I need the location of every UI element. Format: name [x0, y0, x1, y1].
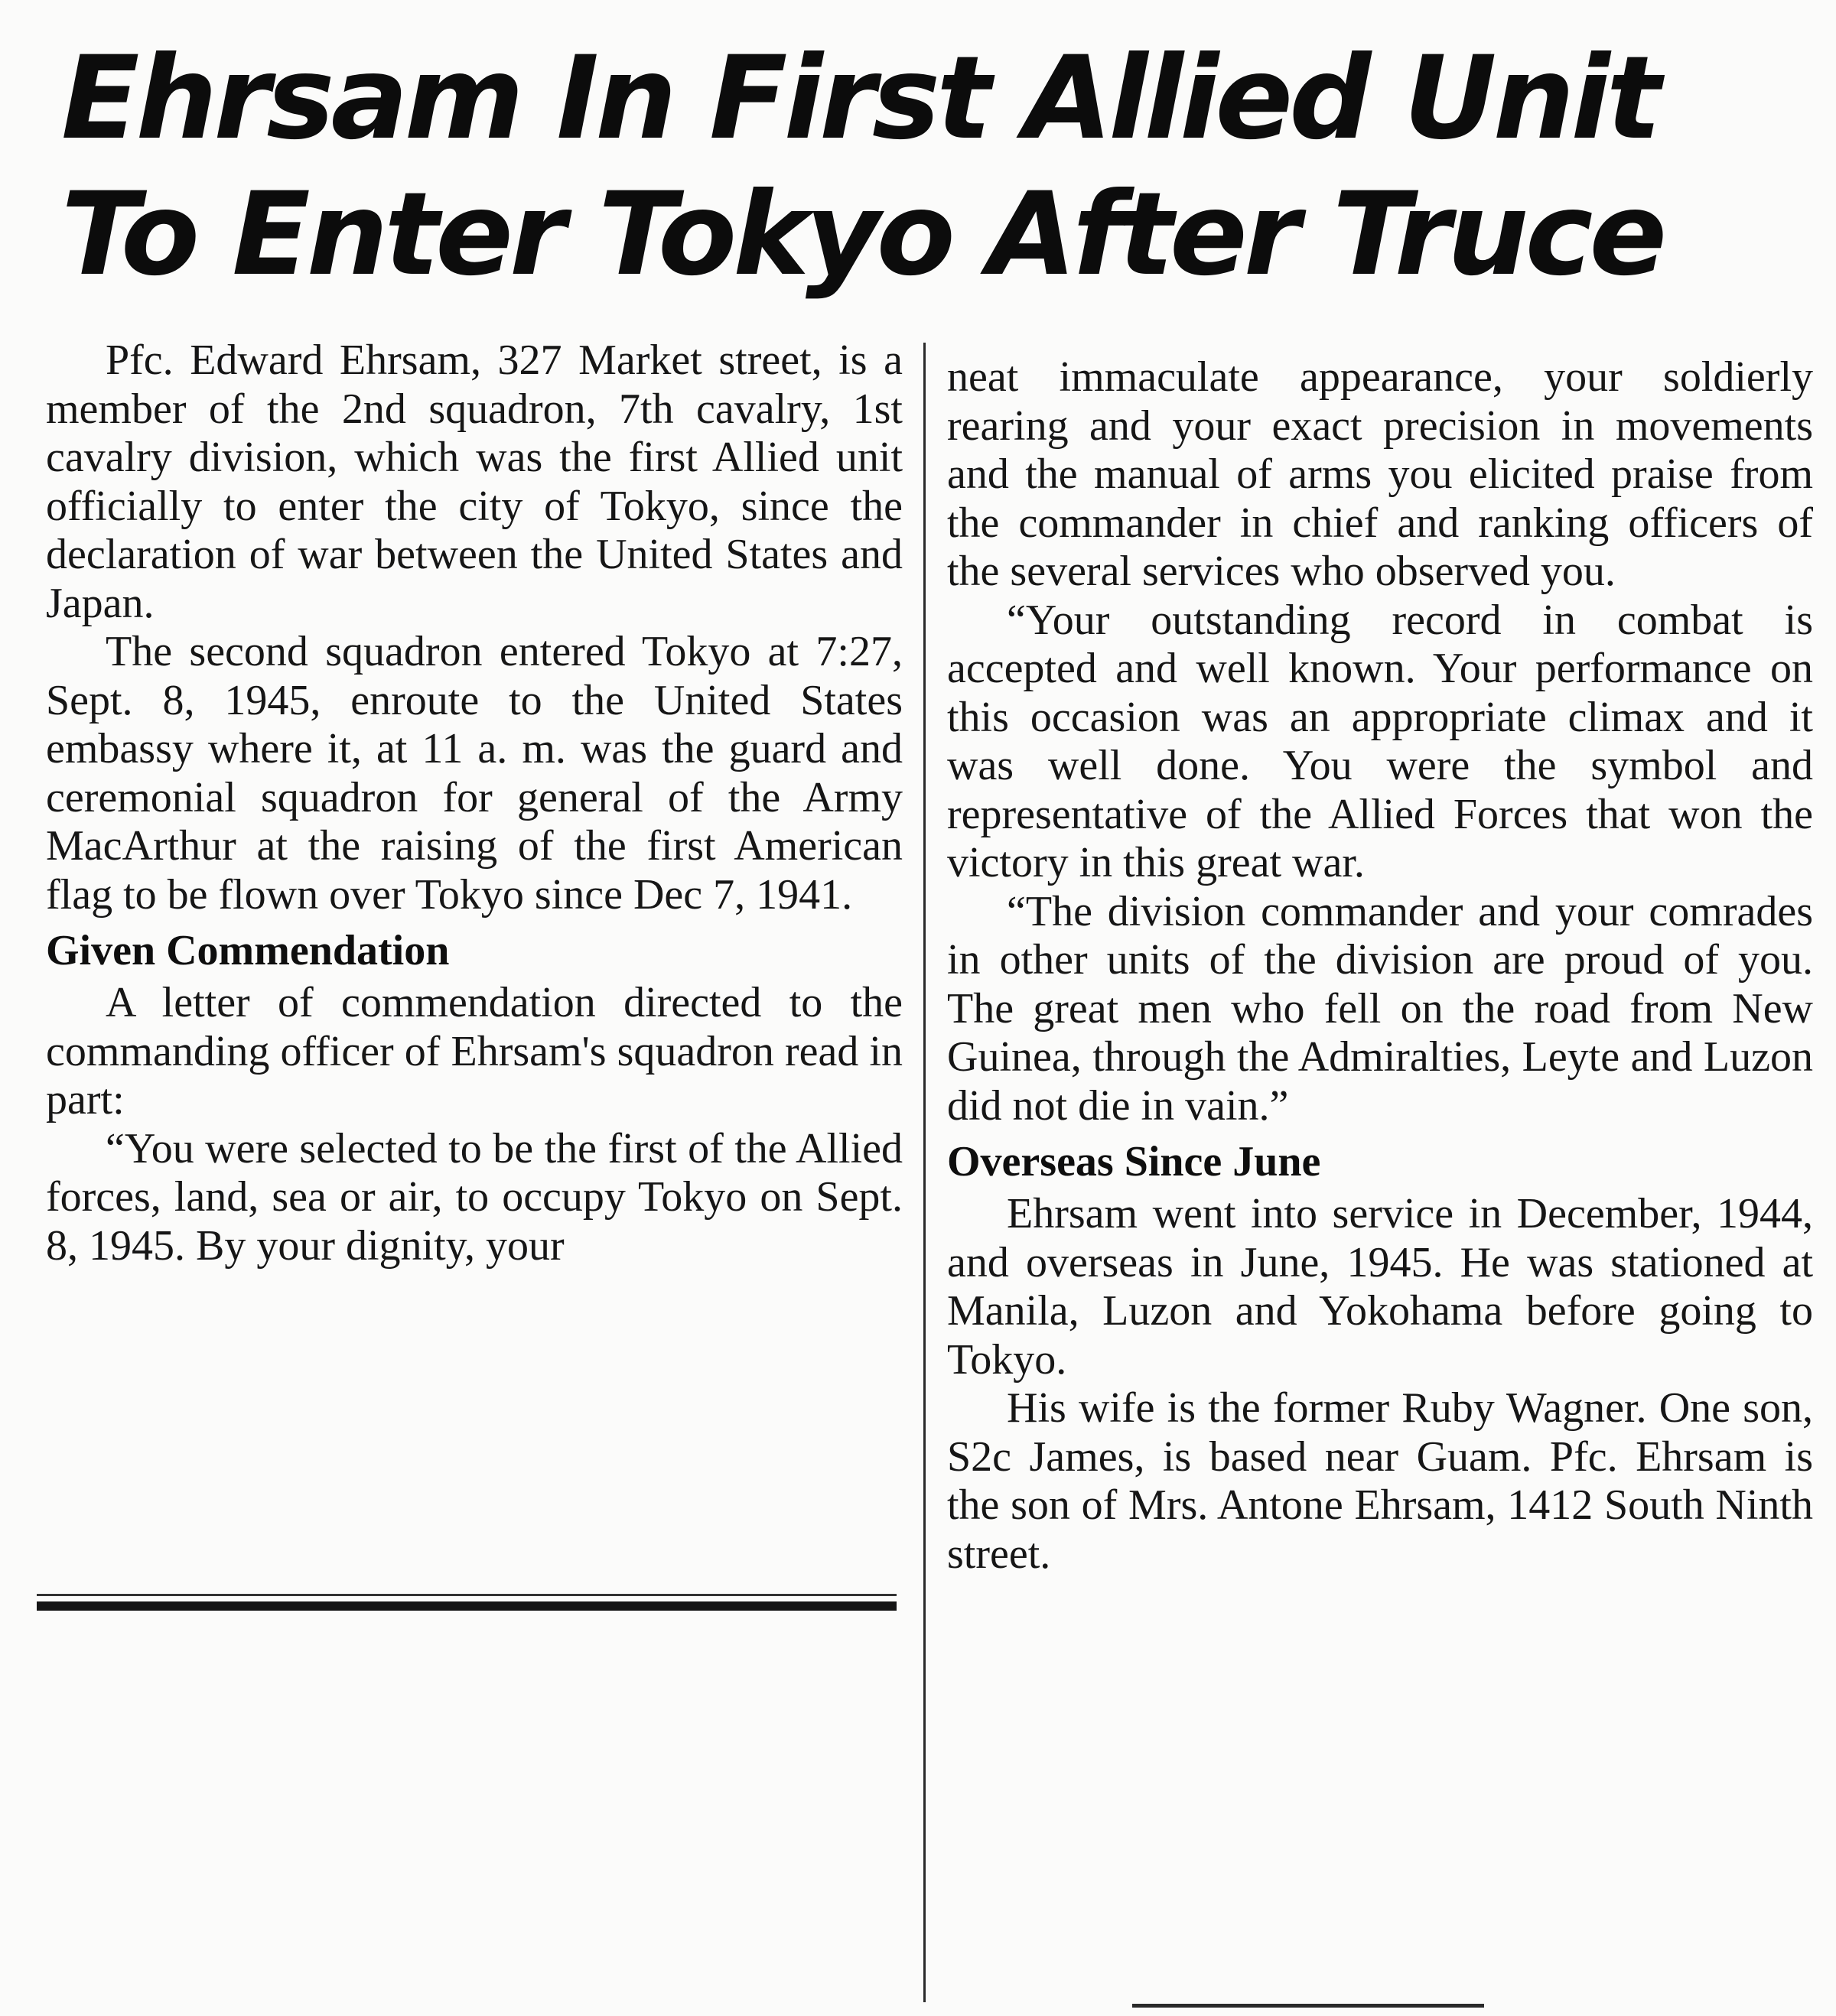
headline-line-2: To Enter Tokyo After Truce	[61, 168, 1664, 301]
right-column	[947, 353, 1813, 1579]
column-end-rule	[37, 1601, 897, 1611]
paragraph-division-pride: “The division commander and your comrades in other units of the division are proud of you. The great men who fell on the road from New Guinea, through the Admiralties, Leyte and Luzon did not die in vain.”	[947, 887, 1813, 1130]
paragraph-combat-record: “Your outstanding record in combat is accepted and well known. Your performance on this occasion was an appropriate climax and it was well done. You were the symbol and representative of the Allied Forces that won the victory in this great war.	[947, 596, 1813, 886]
paragraph-squadron-entry: The second squadron entered Tokyo at 7:27, Sept. 8, 1945, enroute to the United States embassy where it, at 11 a. m. was the guard and ceremonial squadron for general of the Army MacArthur at the raising of the first American flag to be flown over Tokyo since Dec 7, 1941.	[46, 628, 903, 919]
paragraph-service-history: Ehrsam went into service in December, 1944, and overseas in June, 1945. He was stationed at Manila, Luzon and Yokohama before going to Tokyo.	[947, 1190, 1813, 1384]
paragraph-quote-start: “You were selected to be the first of the Allied forces, land, sea or air, to occupy Tokyo on Sept. 8, 1945. By your dignity, your	[46, 1124, 903, 1270]
column-divider	[923, 343, 926, 2002]
paragraph-family: His wife is the former Ruby Wagner. One son, S2c James, is based near Guam. Pfc. Ehrsam is the son of Mrs. Antone Ehrsam, 1412 South Ninth street.	[947, 1384, 1813, 1578]
bottom-rule	[1132, 2004, 1484, 2008]
paragraph-quote-continued: neat immaculate appearance, your soldierly rearing and your exact precision in movements and the manual of arms you elicited praise from the commander in chief and ranking officers of the several services who observed you.	[947, 353, 1813, 595]
left-column	[46, 337, 903, 1270]
paragraph-letter-intro: A letter of commendation directed to the commanding officer of Ehrsam's squadron read in part:	[46, 979, 903, 1123]
subhead-given-commendation: Given Commendation	[46, 927, 450, 974]
column-end-rule-thin	[37, 1594, 897, 1596]
headline	[61, 31, 1729, 303]
headline-line-1: Ehrsam In First Allied Unit	[61, 32, 1658, 165]
subhead-overseas-since-june: Overseas Since June	[947, 1138, 1321, 1185]
paragraph-intro: Pfc. Edward Ehrsam, 327 Market street, is a member of the 2nd squadron, 7th cavalry, 1st cavalry division, which was the first Allied unit officially to enter the city of Tokyo, since the declaration of war between the United States and Japan.	[46, 337, 903, 627]
